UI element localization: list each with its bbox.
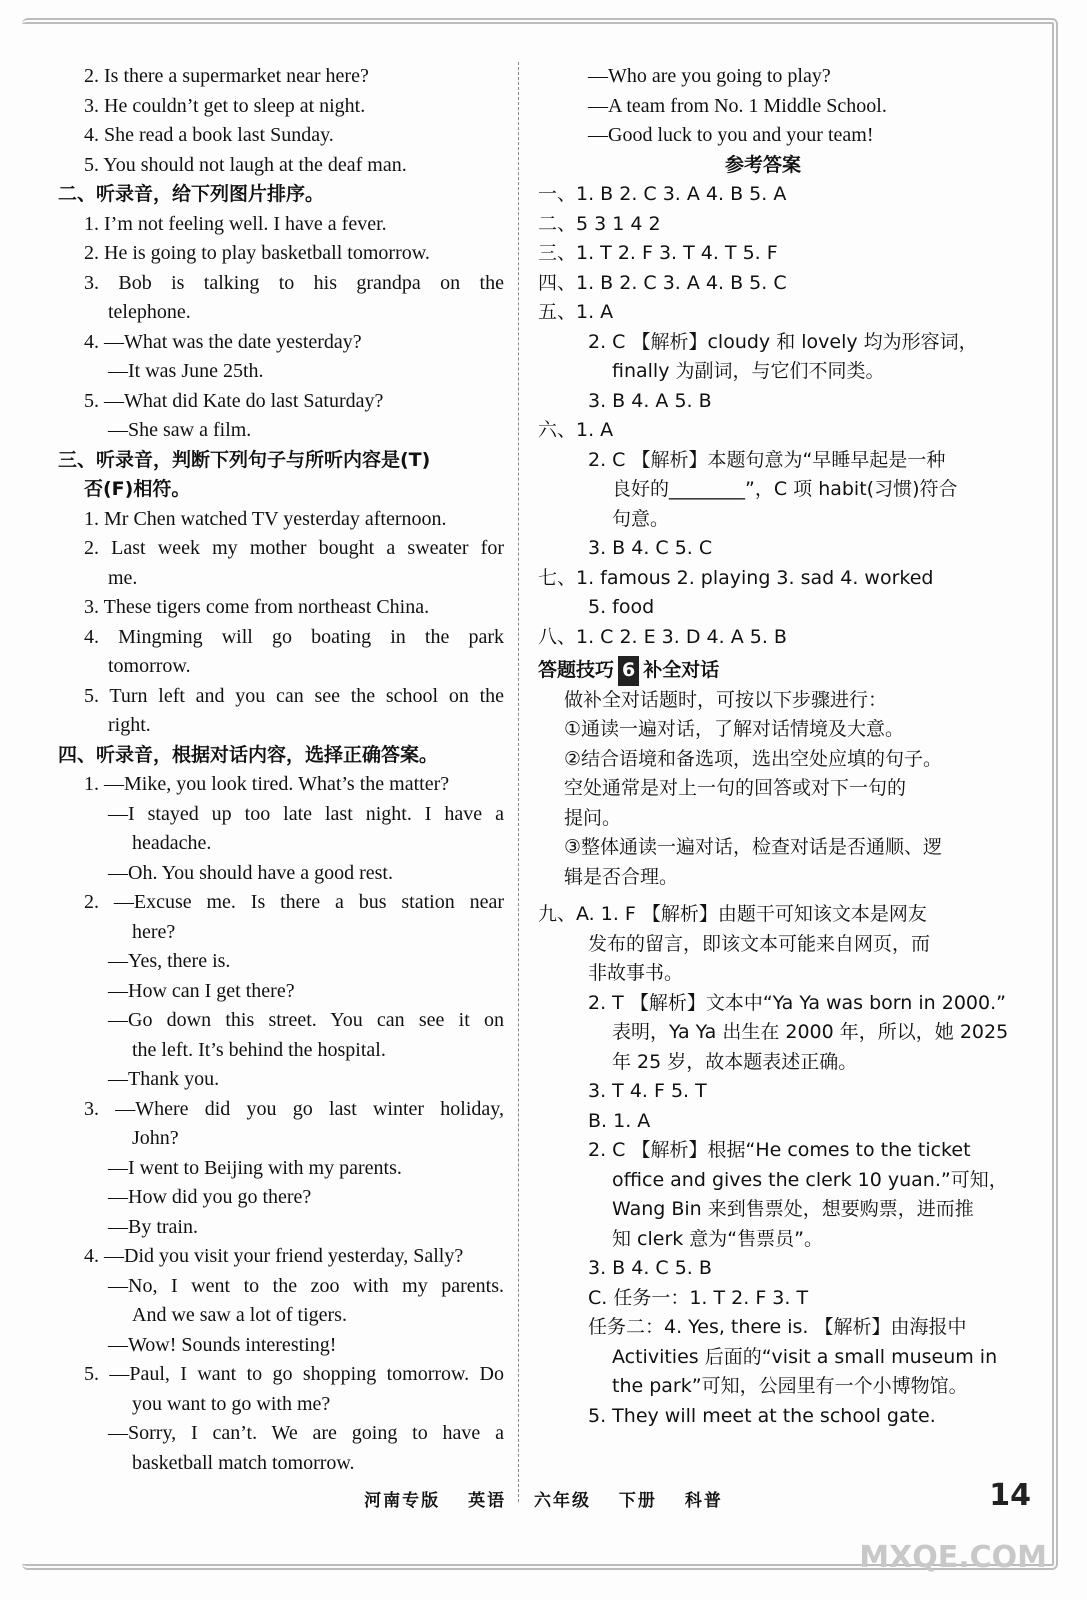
footer-edition: 河南专版 bbox=[364, 1491, 441, 1511]
text-line: 八、1. C 2. E 3. D 4. A 5. B bbox=[538, 625, 787, 648]
text-line: 2. He is going to play basketball tomorrow. bbox=[84, 242, 430, 264]
text-line: —No, I went to the zoo with my parents. bbox=[108, 1274, 504, 1297]
text-line: 四、1. B 2. C 3. A 4. B 5. C bbox=[538, 271, 787, 294]
text-line: 4. —What was the date yesterday? bbox=[84, 330, 362, 353]
text-line: —Go down this street. You can see it on bbox=[108, 1009, 504, 1031]
text-line: 年 25 岁，故本题表述正确。 bbox=[612, 1050, 858, 1073]
text-line: 1. I’m not feeling well. I have a fever. bbox=[84, 212, 387, 235]
text-line: 2. C 【解析】本题句意为“早睡早起是一种 bbox=[588, 448, 946, 471]
text-line: 4. She read a book last Sunday. bbox=[84, 124, 334, 146]
text-line: 发布的留言，即该文本可能来自网页，而 bbox=[588, 932, 931, 955]
text-line: 5. Turn left and you can see the school on the bbox=[84, 684, 504, 707]
text-line: —Good luck to you and your team! bbox=[588, 124, 874, 146]
text-line: 任务二：4. Yes, there is. 【解析】由海报中 bbox=[588, 1316, 967, 1338]
text-line: 否(F)相符。 bbox=[84, 478, 191, 500]
text-line: 5. They will meet at the school gate. bbox=[588, 1404, 936, 1427]
text-line: me. bbox=[108, 566, 138, 589]
text-line: —She saw a film. bbox=[108, 419, 252, 441]
text-line: —A team from No. 1 Middle School. bbox=[588, 94, 887, 117]
text-line: 5. —What did Kate do last Saturday? bbox=[84, 389, 384, 412]
text-line: 4. Mingming will go boating in the park bbox=[84, 625, 504, 648]
text-line: 提问。 bbox=[564, 806, 622, 829]
text-line: 九、A. 1. F 【解析】由题干可知该文本是网友 bbox=[538, 903, 927, 925]
text-line: Wang Bin 来到售票处，想要购票，进而推 bbox=[612, 1198, 974, 1220]
text-line: 2. —Excuse me. Is there a bus station near bbox=[84, 891, 504, 913]
text-line: 2. Last week my mother bought a sweater for bbox=[84, 537, 504, 559]
text-line: tomorrow. bbox=[108, 655, 191, 677]
text-line: 良好的________”，C 项 habit(习惯)符合 bbox=[612, 478, 958, 500]
text-line: you want to go with me? bbox=[132, 1392, 331, 1415]
text-line: —Sorry, I can’t. We are going to have a bbox=[108, 1422, 504, 1444]
text-line: ③整体通读一遍对话，检查对话是否通顺、逻 bbox=[564, 836, 943, 858]
footer bbox=[0, 1486, 1087, 1511]
text-line: B. 1. A bbox=[588, 1109, 651, 1132]
text-line: 五、1. A bbox=[538, 301, 614, 323]
text-line: 表明，Ya Ya 出生在 2000 年，所以，她 2025 bbox=[612, 1021, 1009, 1043]
tip-prefix: 答题技巧 bbox=[538, 659, 615, 681]
right-column bbox=[538, 62, 1009, 1431]
text-line: Activities 后面的“visit a small museum in bbox=[612, 1345, 998, 1368]
text-line: 5. You should not laugh at the deaf man. bbox=[84, 153, 407, 176]
text-line: —Oh. You should have a good rest. bbox=[108, 861, 393, 884]
text-line: 1. —Mike, you look tired. What’s the matter? bbox=[84, 773, 450, 795]
text-line: 5. —Paul, I want to go shopping tomorrow. Do bbox=[84, 1363, 504, 1385]
text-line: office and gives the clerk 10 yuan.”可知， bbox=[612, 1168, 1008, 1191]
text-line: 3. T 4. F 5. T bbox=[588, 1080, 707, 1102]
text-line: —Yes, there is. bbox=[108, 950, 231, 972]
text-line: 做补全对话题时，可按以下步骤进行： bbox=[564, 688, 888, 711]
text-line: —I went to Beijing with my parents. bbox=[108, 1156, 402, 1179]
text-line: 3. These tigers come from northeast China. bbox=[84, 596, 430, 618]
text-line: the left. It’s behind the hospital. bbox=[132, 1038, 386, 1061]
text-line: —Who are you going to play? bbox=[588, 65, 831, 87]
footer-volume: 下册 bbox=[618, 1491, 657, 1511]
text-line: the park”可知，公园里有一个小博物馆。 bbox=[612, 1375, 968, 1397]
text-line: 参考答案 bbox=[724, 153, 801, 176]
footer-subject: 英语 bbox=[468, 1491, 507, 1511]
text-line: C. 任务一：1. T 2. F 3. T bbox=[588, 1286, 809, 1309]
text-line: 1. Mr Chen watched TV yesterday afternoon. bbox=[84, 507, 447, 530]
text-line: John? bbox=[132, 1127, 179, 1149]
text-line: 二、5 3 1 4 2 bbox=[538, 212, 661, 235]
text-line: 2. T 【解析】文本中“Ya Ya was born in 2000.” bbox=[588, 991, 1006, 1014]
tip-heading bbox=[538, 656, 988, 686]
text-line: basketball match tomorrow. bbox=[132, 1451, 355, 1474]
tip-title: 补全对话 bbox=[643, 659, 720, 681]
text-line: 辑是否合理。 bbox=[564, 865, 679, 888]
text-line: headache. bbox=[132, 832, 212, 854]
column-divider bbox=[518, 62, 519, 1502]
text-line: 3. B 4. C 5. B bbox=[588, 1257, 712, 1279]
text-line: —How did you go there? bbox=[108, 1186, 312, 1208]
footer-grade: 六年级 bbox=[534, 1491, 591, 1511]
text-line: 2. C 【解析】根据“He comes to the ticket bbox=[588, 1139, 971, 1161]
text-line: 二、听录音，给下列图片排序。 bbox=[58, 183, 325, 205]
spacer bbox=[538, 892, 988, 900]
text-line: 三、1. T 2. F 3. T 4. T 5. F bbox=[538, 242, 778, 264]
tip-number-badge: 6 bbox=[618, 656, 639, 686]
page-number: 14 bbox=[989, 1478, 1031, 1513]
text-line: 知 clerk 意为“售票员”。 bbox=[612, 1227, 823, 1250]
text-line: 三、听录音，判断下列句子与所听内容是(T) bbox=[58, 448, 431, 471]
text-line: 空处通常是对上一句的回答或对下一句的 bbox=[564, 777, 907, 799]
text-line: ①通读一遍对话，了解对话情境及大意。 bbox=[564, 718, 905, 740]
text-line: —Wow! Sounds interesting! bbox=[108, 1333, 337, 1356]
text-line: 一、1. B 2. C 3. A 4. B 5. A bbox=[538, 183, 787, 205]
text-line: here? bbox=[132, 920, 176, 943]
text-line: finally 为副词，与它们不同类。 bbox=[612, 360, 885, 382]
text-line: 5. food bbox=[588, 596, 655, 618]
text-line: —By train. bbox=[108, 1215, 198, 1238]
text-line: 4. —Did you visit your friend yesterday, Sally? bbox=[84, 1245, 464, 1267]
text-line: 3. B 4. C 5. C bbox=[588, 537, 713, 559]
text-line: 3. —Where did you go last winter holiday, bbox=[84, 1097, 504, 1120]
footer-publisher: 科普 bbox=[684, 1491, 723, 1511]
text-line: 2. C 【解析】cloudy 和 lovely 均为形容词， bbox=[588, 330, 978, 353]
text-line: —How can I get there? bbox=[108, 979, 295, 1002]
text-line: 2. Is there a supermarket near here? bbox=[84, 65, 369, 87]
text-line: 六、1. A bbox=[538, 419, 614, 441]
watermark: MXQE.COM bbox=[859, 1540, 1047, 1575]
text-line: ②结合语境和备选项，选出空处应填的句子。 bbox=[564, 747, 943, 770]
text-line: 七、1. famous 2. playing 3. sad 4. worked bbox=[538, 566, 934, 589]
text-line: —I stayed up too late last night. I have a bbox=[108, 802, 504, 825]
text-line: 非故事书。 bbox=[588, 962, 684, 984]
text-line: 句意。 bbox=[612, 507, 670, 530]
text-line: —Thank you. bbox=[108, 1068, 220, 1090]
text-line: telephone. bbox=[108, 301, 191, 323]
text-line: And we saw a lot of tigers. bbox=[132, 1304, 347, 1326]
text-line: 四、听录音，根据对话内容，选择正确答案。 bbox=[58, 743, 439, 766]
left-column bbox=[58, 62, 504, 1478]
text-line: —It was June 25th. bbox=[108, 360, 264, 382]
text-line: right. bbox=[108, 714, 151, 736]
text-line: 3. B 4. A 5. B bbox=[588, 389, 712, 412]
text-line: 3. Bob is talking to his grandpa on the bbox=[84, 271, 504, 294]
text-line: 3. He couldn’t get to sleep at night. bbox=[84, 94, 366, 117]
